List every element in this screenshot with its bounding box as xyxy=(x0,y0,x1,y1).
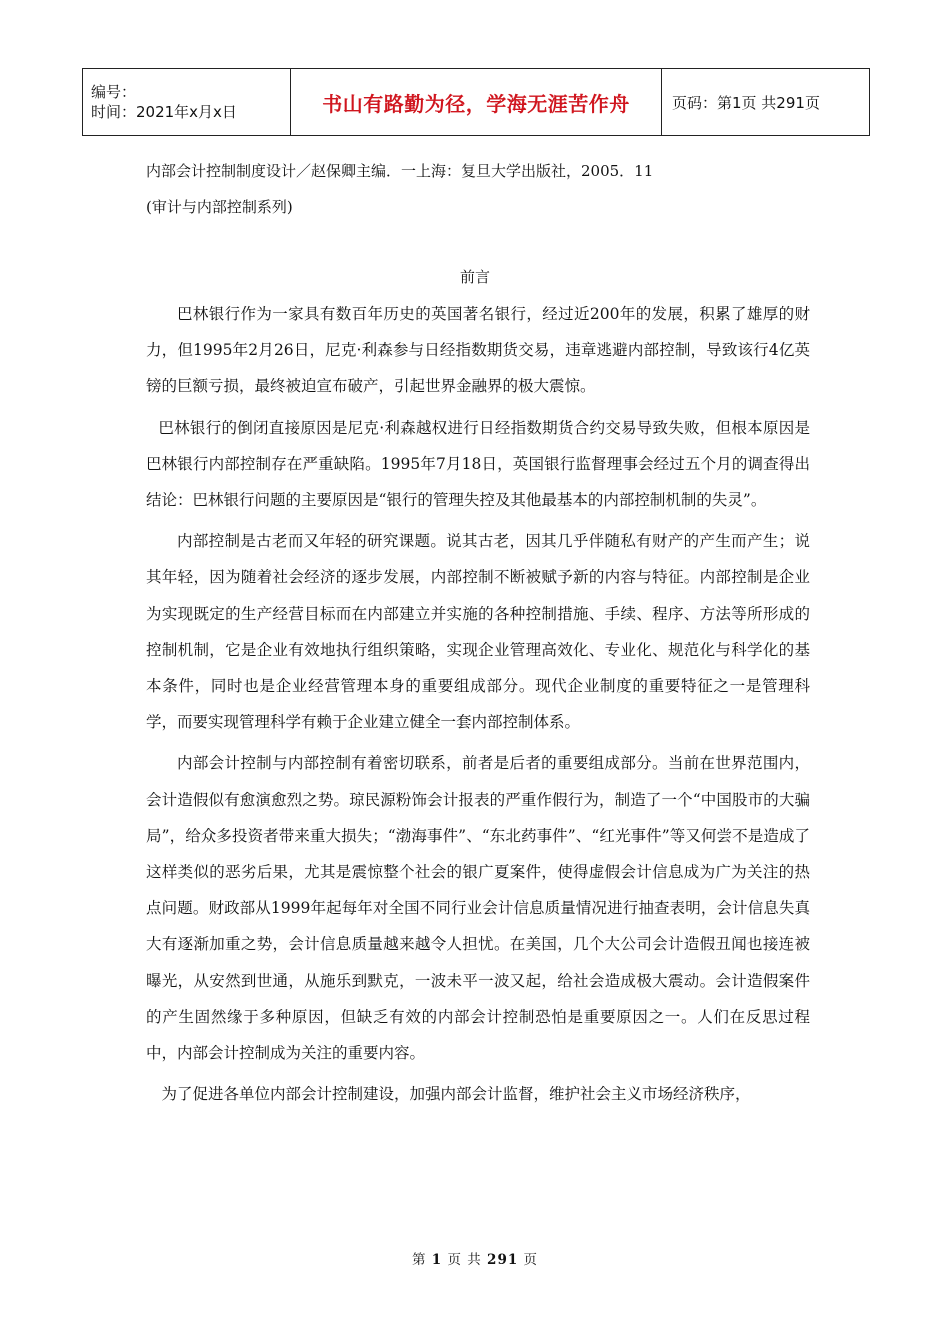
footer-middle: 页 共 xyxy=(447,1252,482,1268)
footer-prefix: 第 xyxy=(411,1252,427,1268)
paragraph: 内部会计控制与内部控制有着密切联系，前者是后者的重要组成部分。当前在世界范围内，会计造假似有愈演愈烈之势。琼民源粉饰会计报表的严重作假行为，制造了一个“中国股市的大骗局”，给众多投资者带来重大损失；“渤海事件”、“东北药事件”、“红光事件”等又何尝不是造成了这样类似的恶劣后果，尤其是震惊整个社会的银广夏案件，使得虚假会计信息成为广为关注的热点问题。财政部从1999年起每年对全国不同行业会计信息质量情况进行抽查表明，会计信息失真大有逐渐加重之势，会计信息质量越来越令人担忧。在美国，几个大公司会计造假丑闻也接连被曝光，从安然到世通，从施乐到默克，一波未平一波又起，给社会造成极大震动。会计造假案件的产生固然缘于多种原因，但缺乏有效的内部会计控制恐怕是重要原因之一。人们在反思过程中，内部会计控制成为关注的重要内容。 xyxy=(146,754,810,1063)
footer-page-number: 1 xyxy=(431,1252,443,1268)
footer-total-pages: 291 xyxy=(487,1252,519,1268)
document-body xyxy=(146,296,810,1117)
header-meta-cell xyxy=(83,69,291,136)
paragraph: 内部控制是古老而又年轻的研究课题。说其古老，因其几乎伴随私有财产的产生而产生；说其年轻，因为随着社会经济的逐步发展，内部控制不断被赋予新的内容与特征。内部控制是企业为实现既定的生产经营目标而在内部建立并实施的各种控制措施、手续、程序、方法等所形成的控制机制，它是企业有效地执行组织策略，实现企业管理高效化、专业化、规范化与科学化的基本条件，同时也是企业经营管理本身的重要组成部分。现代企业制度的重要特征之一是管理科学，而要实现管理科学有赖于企业建立健全一套内部控制体系。 xyxy=(146,532,810,732)
cip-line-series: (审计与内部控制系列) xyxy=(146,198,293,216)
page-header xyxy=(82,68,870,136)
header-page-info: 页码：第1页 共291页 xyxy=(662,69,870,136)
paragraph: 巴林银行的倒闭直接原因是尼克·利森越权进行日经指数期货合约交易导致失败，但根本原因是巴林银行内部控制存在严重缺陷。1995年7月18日，英国银行监督理事会经过五个月的调查得出结论：巴林银行问题的主要原因是“银行的管理失控及其他最基本的内部控制机制的失灵”。 xyxy=(146,418,810,510)
page-footer xyxy=(0,1248,950,1268)
document-number-label: 编号： xyxy=(91,83,137,101)
footer-suffix: 页 xyxy=(523,1252,539,1268)
header-slogan: 书山有路勤为径，学海无涯苦作舟 xyxy=(291,69,662,136)
paragraph: 为了促进各单位内部会计控制建设，加强内部会计监督，维护社会主义市场经济秩序， xyxy=(161,1085,751,1104)
cip-line-title: 内部会计控制制度设计／赵保卿主编．一上海：复旦大学出版社，2005．11 xyxy=(146,162,654,180)
document-date: 时间：2021年x月x日 xyxy=(91,103,237,121)
paragraph: 巴林银行作为一家具有数百年历史的英国著名银行，经过近200年的发展，积累了雄厚的财力，但1995年2月26日，尼克·利森参与日经指数期货交易，违章逃避内部控制，导致该行4亿英镑的巨额亏损，最终被迫宣布破产，引起世界金融界的极大震惊。 xyxy=(146,305,810,396)
section-heading: 前言 xyxy=(459,268,490,286)
